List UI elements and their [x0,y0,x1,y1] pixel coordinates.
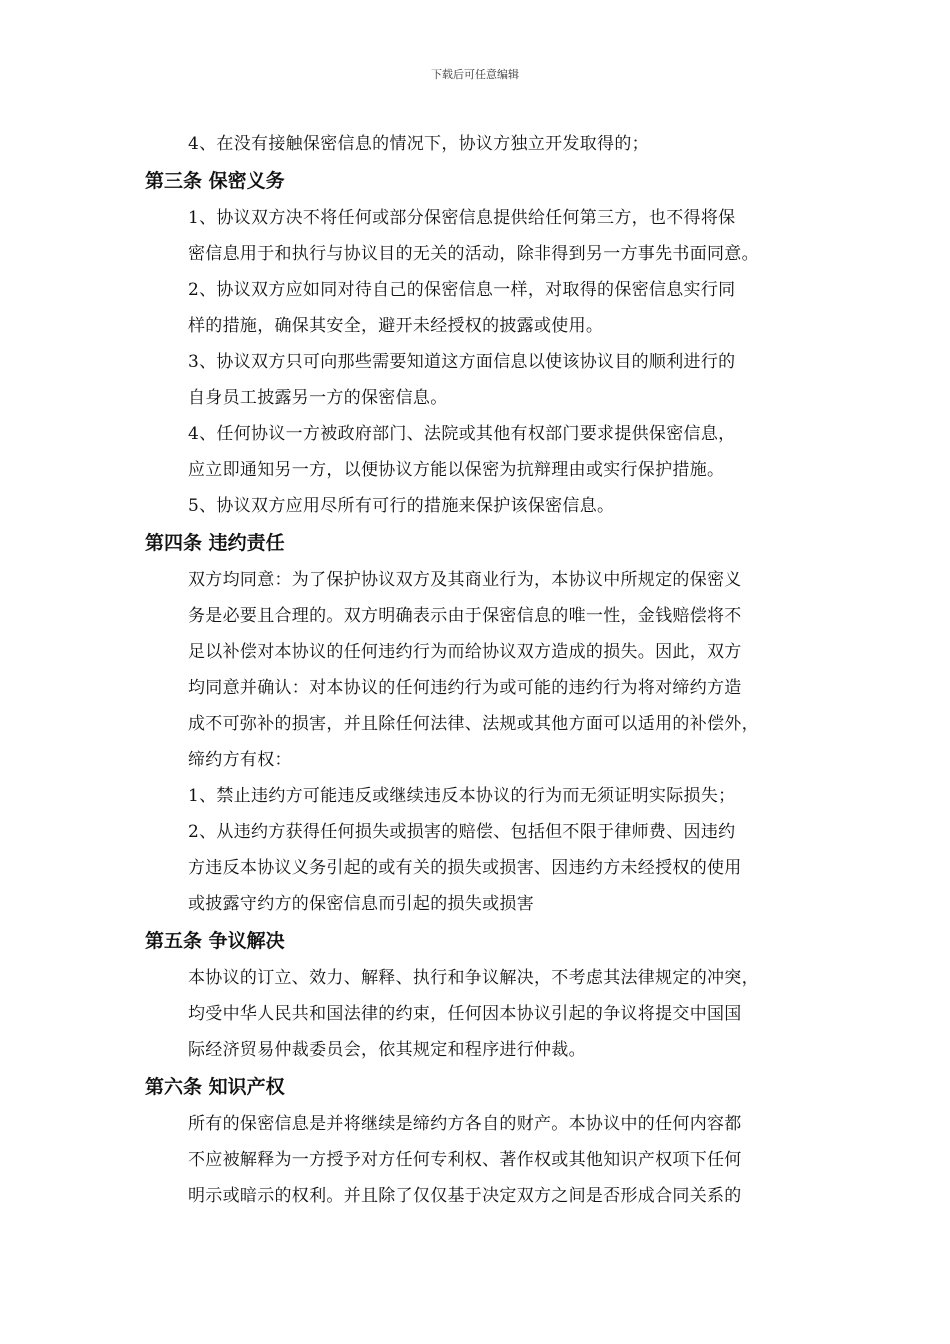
paragraph-line: 或披露守约方的保密信息而引起的损失或损害 [188,894,534,914]
paragraph-line: 密信息用于和执行与协议目的无关的活动，除非得到另一方事先书面同意。 [188,244,759,264]
paragraph-line: 足以补偿对本协议的任何违约行为而给协议双方造成的损失。因此，双方 [188,642,742,662]
paragraph-line: 成不可弥补的损害，并且除任何法律、法规或其他方面可以适用的补偿外， [188,714,759,734]
paragraph-line: 双方均同意：为了保护协议双方及其商业行为，本协议中所规定的保密义 [188,570,742,590]
paragraph-line: 自身员工披露另一方的保密信息。 [188,388,448,408]
section-heading: 第六条 知识产权 [145,1076,285,1098]
document-body [145,126,825,1214]
section-heading: 第三条 保密义务 [145,170,285,192]
paragraph-line: 务是必要且合理的。双方明确表示由于保密信息的唯一性，金钱赔偿将不 [188,606,742,626]
paragraph-line: 2、从违约方获得任何损失或损害的赔偿、包括但不限于律师费、因违约 [188,822,736,842]
paragraph-line: 4、任何协议一方被政府部门、法院或其他有权部门要求提供保密信息， [188,424,736,444]
paragraph-line: 缔约方有权： [188,750,292,770]
paragraph-line: 方违反本协议义务引起的或有关的损失或损害、因违约方未经授权的使用 [188,858,742,878]
paragraph-line: 2、协议双方应如同对待自己的保密信息一样，对取得的保密信息实行同 [188,280,736,300]
paragraph-line: 均同意并确认：对本协议的任何违约行为或可能的违约行为将对缔约方造 [188,678,742,698]
paragraph-line: 5、协议双方应用尽所有可行的措施来保护该保密信息。 [188,496,615,516]
paragraph-line: 3、协议双方只可向那些需要知道这方面信息以使该协议目的顺利进行的 [188,352,736,372]
paragraph-line: 1、协议双方决不将任何或部分保密信息提供给任何第三方，也不得将保 [188,208,736,228]
paragraph-line: 样的措施，确保其安全，避开未经授权的披露或使用。 [188,316,604,336]
section-heading: 第五条 争议解决 [145,930,285,952]
paragraph-line: 明示或暗示的权利。并且除了仅仅基于决定双方之间是否形成合同关系的 [188,1186,742,1206]
paragraph-line: 1、禁止违约方可能违反或继续违反本协议的行为而无须证明实际损失； [188,786,736,806]
paragraph-line: 应立即通知另一方，以便协议方能以保密为抗辩理由或实行保护措施。 [188,460,725,480]
paragraph-line: 4、在没有接触保密信息的情况下，协议方独立开发取得的； [188,134,649,154]
paragraph-line: 所有的保密信息是并将继续是缔约方各自的财产。本协议中的任何内容都 [188,1114,742,1134]
section-heading: 第四条 违约责任 [145,532,285,554]
paragraph-line: 均受中华人民共和国法律的约束，任何因本协议引起的争议将提交中国国 [188,1004,742,1024]
paragraph-line: 本协议的订立、效力、解释、执行和争议解决，不考虑其法律规定的冲突， [188,968,759,988]
paragraph-line: 不应被解释为一方授予对方任何专利权、著作权或其他知识产权项下任何 [188,1150,742,1170]
paragraph-line: 际经济贸易仲裁委员会，依其规定和程序进行仲裁。 [188,1040,586,1060]
page-header: 下载后可任意编辑 [431,68,519,81]
